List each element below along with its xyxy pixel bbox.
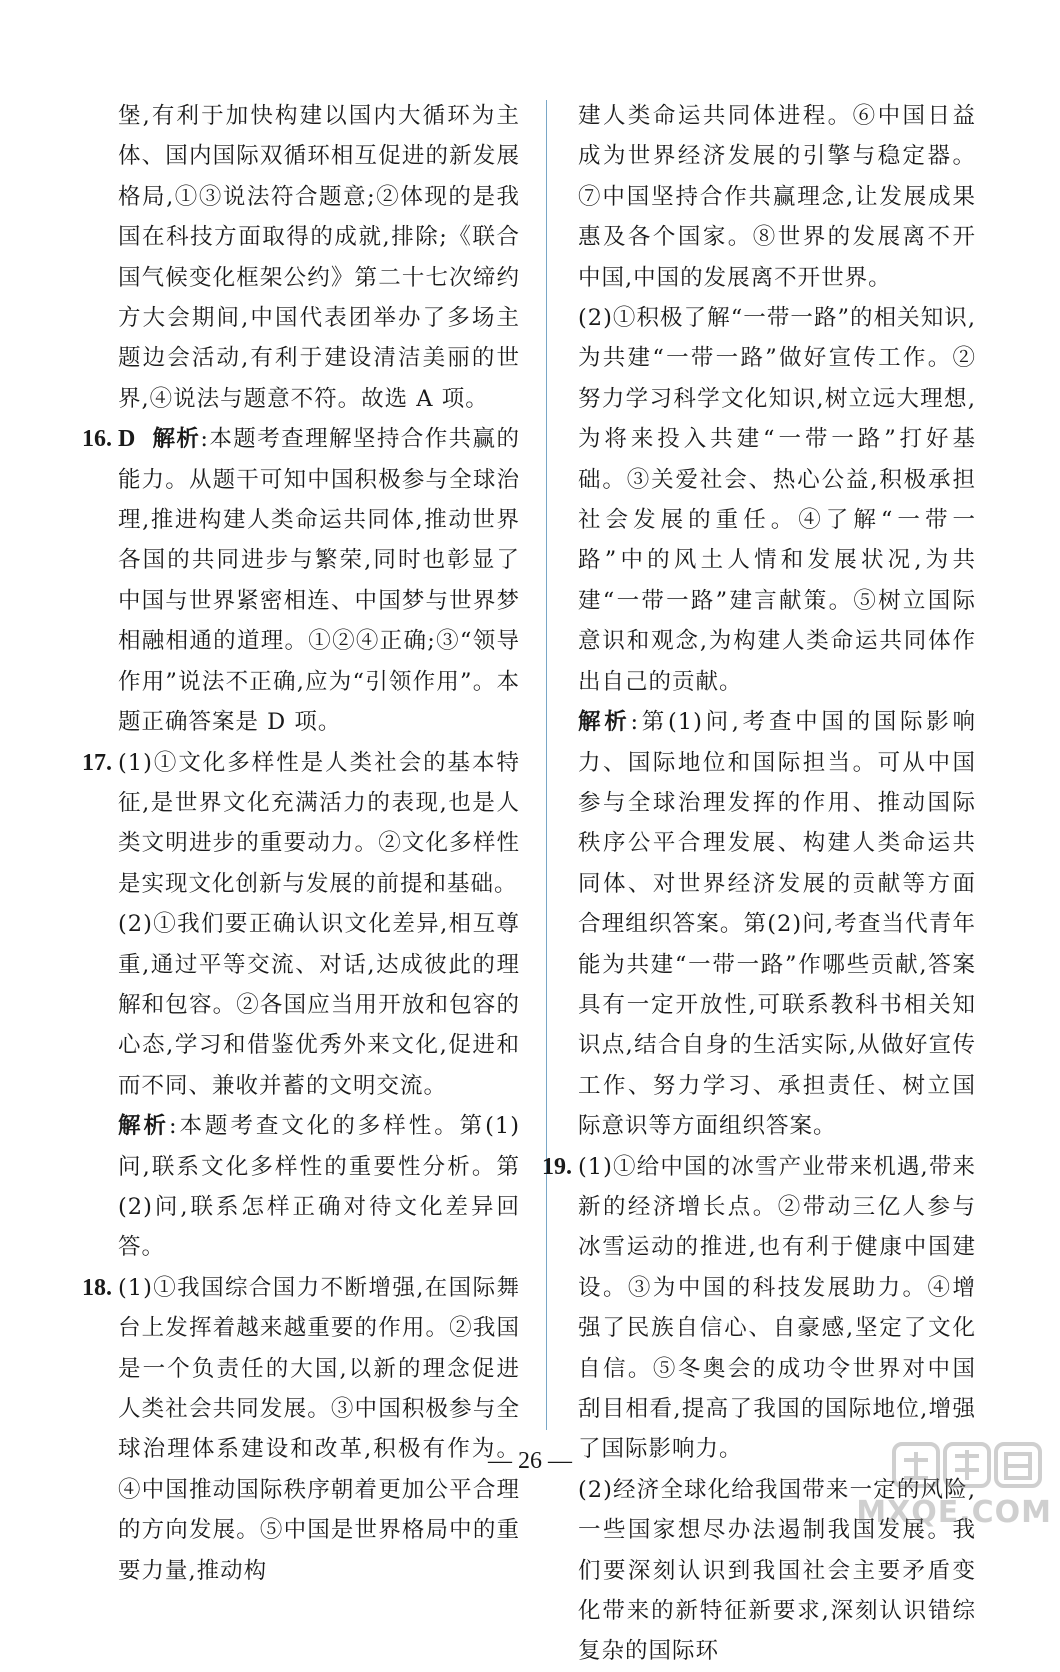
analysis-label: 解析	[118, 1113, 169, 1140]
watermark-logo-icon	[892, 1440, 1042, 1490]
watermark	[856, 1440, 1052, 1530]
answer-part-2: (2)经济全球化给我国带来一定的风险,一些国家想尽办法遏制我国发展。我们要深刻认识到我国社会主要矛盾变化带来的新特征新要求,深刻认识错综复杂的国际环	[578, 1476, 976, 1665]
answer-part-2: (2)①积极了解“一带一路”的相关知识,为共建“一带一路”做好宣传工作。②努力学习科学文化知识,树立远大理想,为将来投入共建“一带一路”打好基础。③关爱社会、热心公益,积极承担社会发展的重任。④了解“一带一路”中的风土人情和发展状况,为共建“一带一路”建言献策。⑤树立国际意识和观念,为构建人类命运共同体作出自己的贡献。	[578, 305, 976, 695]
question-number: 18.	[82, 1274, 112, 1301]
question-19	[542, 1147, 976, 1672]
answer-letter: D	[118, 426, 136, 453]
answer-part-1: (1)①给中国的冰雪产业带来机遇,带来新的经济增长点。②带动三亿人参与冰雪运动的推进,也有利于健康中国建设。③为中国的科技发展助力。④增强了民族自信心、自豪感,坚定了文化自信。⑤冬奥会的成功令世界对中国刮目相看,提高了我国的国际地位,增强了国际影响力。	[578, 1153, 976, 1463]
question-17	[82, 743, 520, 1268]
answer-part-1: (1)①文化多样性是人类社会的基本特征,是世界文化充满活力的表现,也是人类文明进步的重要动力。②文化多样性是实现文化创新与发展的前提和基础。	[118, 749, 520, 897]
watermark-text: MXQE.COM	[856, 1495, 1052, 1530]
analysis-label: 解析	[152, 426, 201, 453]
answer-part-1: (1)①我国综合国力不断增强,在国际舞台上发挥着越来越重要的作用。②我国是一个负责任的大国,以新的理念促进人类社会共同发展。③中国积极参与全球治理体系建设和改革,积极有作为。④中国推动国际秩序朝着更加公平合理的方向发展。⑤中国是世界格局中的重要力量,推动构	[118, 1274, 520, 1584]
question-number: 19.	[542, 1153, 572, 1180]
question-number: 16.	[82, 426, 112, 453]
answer-part-2: (2)①我们要正确认识文化差异,相互尊重,通过平等交流、对话,达成彼此的理解和包容。②各国应当用开放和包容的心态,学习和借鉴优秀外来文化,促进和而不同、兼收并蓄的文明交流。	[118, 911, 520, 1099]
analysis-text: :本题考查理解坚持合作共赢的能力。从题干可知中国积极参与全球治理,推进构建人类命运共同体,推动世界各国的共同进步与繁荣,同时也彰显了中国与世界紧密相连、中国梦与世界梦相融相通的道理。①②④正确;③“领导作用”说法不正确,应为“引领作用”。本题正确答案是 D 项。	[118, 426, 520, 736]
analysis-label: 解析	[578, 709, 631, 736]
question-16	[82, 419, 520, 742]
left-column	[82, 96, 520, 1591]
analysis-text: :第(1)问,考查中国的国际影响力、国际地位和国际担当。可从中国参与全球治理发挥的作用、推动国际秩序公平合理发展、构建人类命运共同体、对世界经济发展的贡献等方面合理组织答案。第(2)问,考查当代青年能为共建“一带一路”作哪些贡献,答案具有一定开放性,可联系教科书相关知识点,结合自身的生活实际,从做好宣传工作、努力学习、承担责任、树立国际意识等方面组织答案。	[578, 709, 976, 1140]
analysis-text: :本题考查文化的多样性。第(1)问,联系文化多样性的重要性分析。第(2)问,联系怎样正确对待文化差异回答。	[118, 1113, 520, 1261]
question-18	[82, 1268, 520, 1591]
question-number: 17.	[82, 749, 112, 776]
page-number: — 26 —	[488, 1448, 572, 1474]
paragraph-continued: 建人类命运共同体进程。⑥中国日益成为世界经济发展的引擎与稳定器。⑦中国坚持合作共赢理念,让发展成果惠及各个国家。⑧世界的发展离不开中国,中国的发展离不开世界。	[578, 103, 976, 291]
column-divider	[546, 100, 547, 1430]
paragraph-continued: 堡,有利于加快构建以国内大循环为主体、国内国际双循环相互促进的新发展格局,①③说法符合题意;②体现的是我国在科技方面取得的成就,排除;《联合国气候变化框架公约》第二十七次缔约方大会期间,中国代表团举办了多场主题边会活动,有利于建设清洁美丽的世界,④说法与题意不符。故选 A 项。	[118, 103, 520, 412]
right-column	[542, 96, 976, 1672]
